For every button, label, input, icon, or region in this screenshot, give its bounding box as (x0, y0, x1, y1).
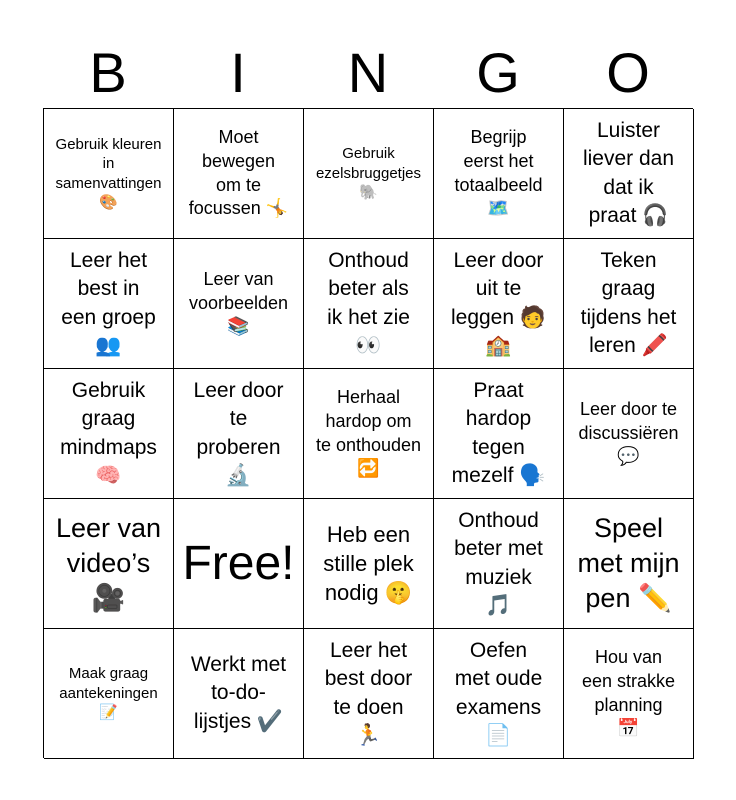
bingo-cell[interactable]: Leer door te discussiëren 💬 (564, 369, 694, 499)
bingo-cell[interactable]: Hou van een strakke planning 📅 (564, 629, 694, 759)
header-letter-b: B (89, 41, 127, 104)
bingo-cell[interactable]: Leer door te proberen 🔬 (174, 369, 304, 499)
bingo-cell[interactable]: Luister liever dan dat ik praat 🎧 (564, 109, 694, 239)
bingo-cell[interactable]: Oefen met oude examens 📄 (434, 629, 564, 759)
bingo-card (43, 108, 693, 758)
bingo-cell[interactable]: Leer door uit te leggen 🧑 🏫 (434, 239, 564, 369)
bingo-cell[interactable]: Leer het best in een groep 👥 (44, 239, 174, 369)
bingo-cell[interactable]: Gebruik ezelsbruggetjes 🐘 (304, 109, 434, 239)
bingo-cell[interactable]: Teken graag tijdens het leren 🖍️ (564, 239, 694, 369)
bingo-cell[interactable]: Leer van video’s 🎥 (44, 499, 174, 629)
header-letter-g: G (476, 41, 520, 104)
bingo-cell[interactable]: Leer van voorbeelden 📚 (174, 239, 304, 369)
bingo-free-space[interactable]: Free! (174, 499, 304, 629)
bingo-cell[interactable]: Moet bewegen om te focussen 🤸 (174, 109, 304, 239)
bingo-cell[interactable]: Werkt met to-do- lijstjes ✔️ (174, 629, 304, 759)
header-letter-o: O (606, 41, 650, 104)
bingo-cell[interactable]: Onthoud beter met muziek 🎵 (434, 499, 564, 629)
header-letter-i: I (230, 41, 246, 104)
bingo-cell[interactable]: Maak graag aantekeningen 📝 (44, 629, 174, 759)
bingo-cell[interactable]: Leer het best door te doen 🏃 (304, 629, 434, 759)
bingo-cell[interactable]: Onthoud beter als ik het zie 👀 (304, 239, 434, 369)
bingo-header (43, 38, 693, 108)
bingo-cell[interactable]: Speel met mijn pen ✏️ (564, 499, 694, 629)
bingo-cell[interactable]: Praat hardop tegen mezelf 🗣️ (434, 369, 564, 499)
bingo-cell[interactable]: Herhaal hardop om te onthouden 🔁 (304, 369, 434, 499)
bingo-cell[interactable]: Begrijp eerst het totaalbeeld 🗺️ (434, 109, 564, 239)
header-letter-n: N (347, 41, 389, 104)
bingo-cell[interactable]: Gebruik kleuren in samenvattingen 🎨 (44, 109, 174, 239)
bingo-cell[interactable]: Gebruik graag mindmaps 🧠 (44, 369, 174, 499)
bingo-cell[interactable]: Heb een stille plek nodig 🤫 (304, 499, 434, 629)
